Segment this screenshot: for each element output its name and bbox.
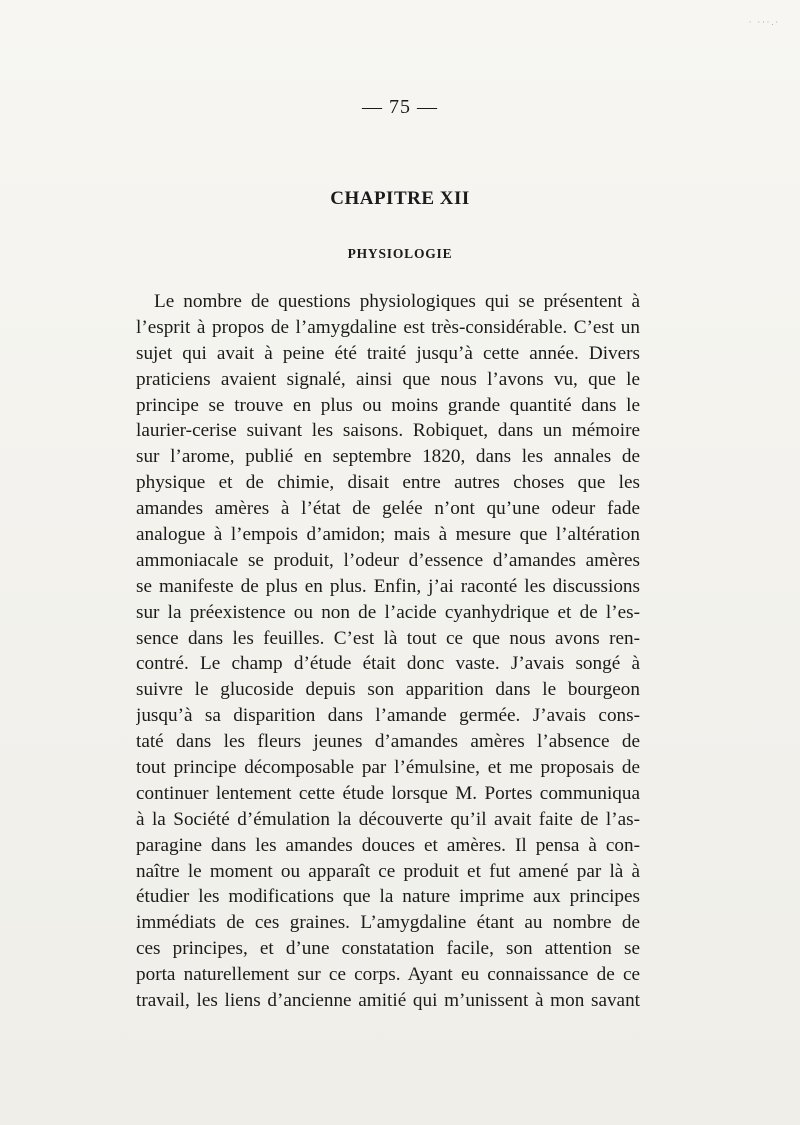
text-line: suivre le glucoside depuis son apparition dans le bourgeon (136, 679, 640, 701)
text-line: contré. Le champ d’étude était donc vaste. J’avais songé à (136, 653, 640, 675)
text-line: principe se trouve en plus ou moins grande quantité dans le (136, 394, 640, 416)
text-line: l’esprit à propos de l’amygdaline est très-considérable. C’est un (136, 316, 640, 338)
text-line: tout principe décomposable par l’émulsine, et me proposais de (136, 757, 640, 779)
paragraph (136, 289, 640, 1014)
page-number: — 75 — (362, 96, 438, 118)
text-line: sence dans les feuilles. C’est là tout ce que nous avons ren- (136, 627, 640, 649)
text-line: paragine dans les amandes douces et amères. Il pensa à con- (136, 834, 640, 856)
text-line: à la Société d’émulation la découverte qu’il avait faite de l’as- (136, 808, 640, 830)
text-line: étudier les modifications que la nature imprime aux principes (136, 886, 640, 908)
text-line: sujet qui avait à peine été traité jusqu’à cette année. Divers (136, 342, 640, 364)
chapter-title: CHAPITRE XII (330, 188, 470, 209)
section-title: PHYSIOLOGIE (347, 246, 453, 261)
text-line: continuer lentement cette étude lorsque M. Portes communiqua (136, 782, 640, 804)
text-line: taté dans les fleurs jeunes d’amandes amères l’absence de (136, 731, 640, 753)
text-line: porta naturellement sur ce corps. Ayant eu connaissance de ce (136, 964, 640, 986)
text-line: ces principes, et d’une constatation facile, son attention se (136, 938, 640, 960)
text-line: analogue à l’empois d’amidon; mais à mesure que l’altération (136, 524, 640, 546)
text-line: laurier-cerise suivant les saisons. Robiquet, dans un mémoire (136, 420, 640, 442)
scan-specks: · ·‧·.· (748, 18, 780, 27)
text-line: ammoniacale se produit, l’odeur d’essence d’amandes amères (136, 549, 640, 571)
text-line: naître le moment ou apparaît ce produit et fut amené par là à (136, 860, 640, 882)
text-line: se manifeste de plus en plus. Enfin, j’ai raconté les discussions (136, 575, 640, 597)
text-line: physique et de chimie, disait entre autres choses que les (136, 472, 640, 494)
text-line: immédiats de ces graines. L’amygdaline étant au nombre de (136, 912, 640, 934)
text-line: travail, les liens d’ancienne amitié qui m’unissent à mon savant (136, 990, 640, 1012)
text-line: sur l’arome, publié en septembre 1820, dans les annales de (136, 446, 640, 468)
text-line: jusqu’à sa disparition dans l’amande germée. J’avais cons- (136, 705, 640, 727)
text-line: Le nombre de questions physiologiques qui se présentent à (154, 291, 640, 312)
text-line: amandes amères à l’état de gelée n’ont qu’une odeur fade (136, 498, 640, 520)
text-line: praticiens avaient signalé, ainsi que nous l’avons vu, que le (136, 368, 640, 390)
text-line: sur la préexistence ou non de l’acide cyanhydrique et de l’es- (136, 601, 640, 623)
